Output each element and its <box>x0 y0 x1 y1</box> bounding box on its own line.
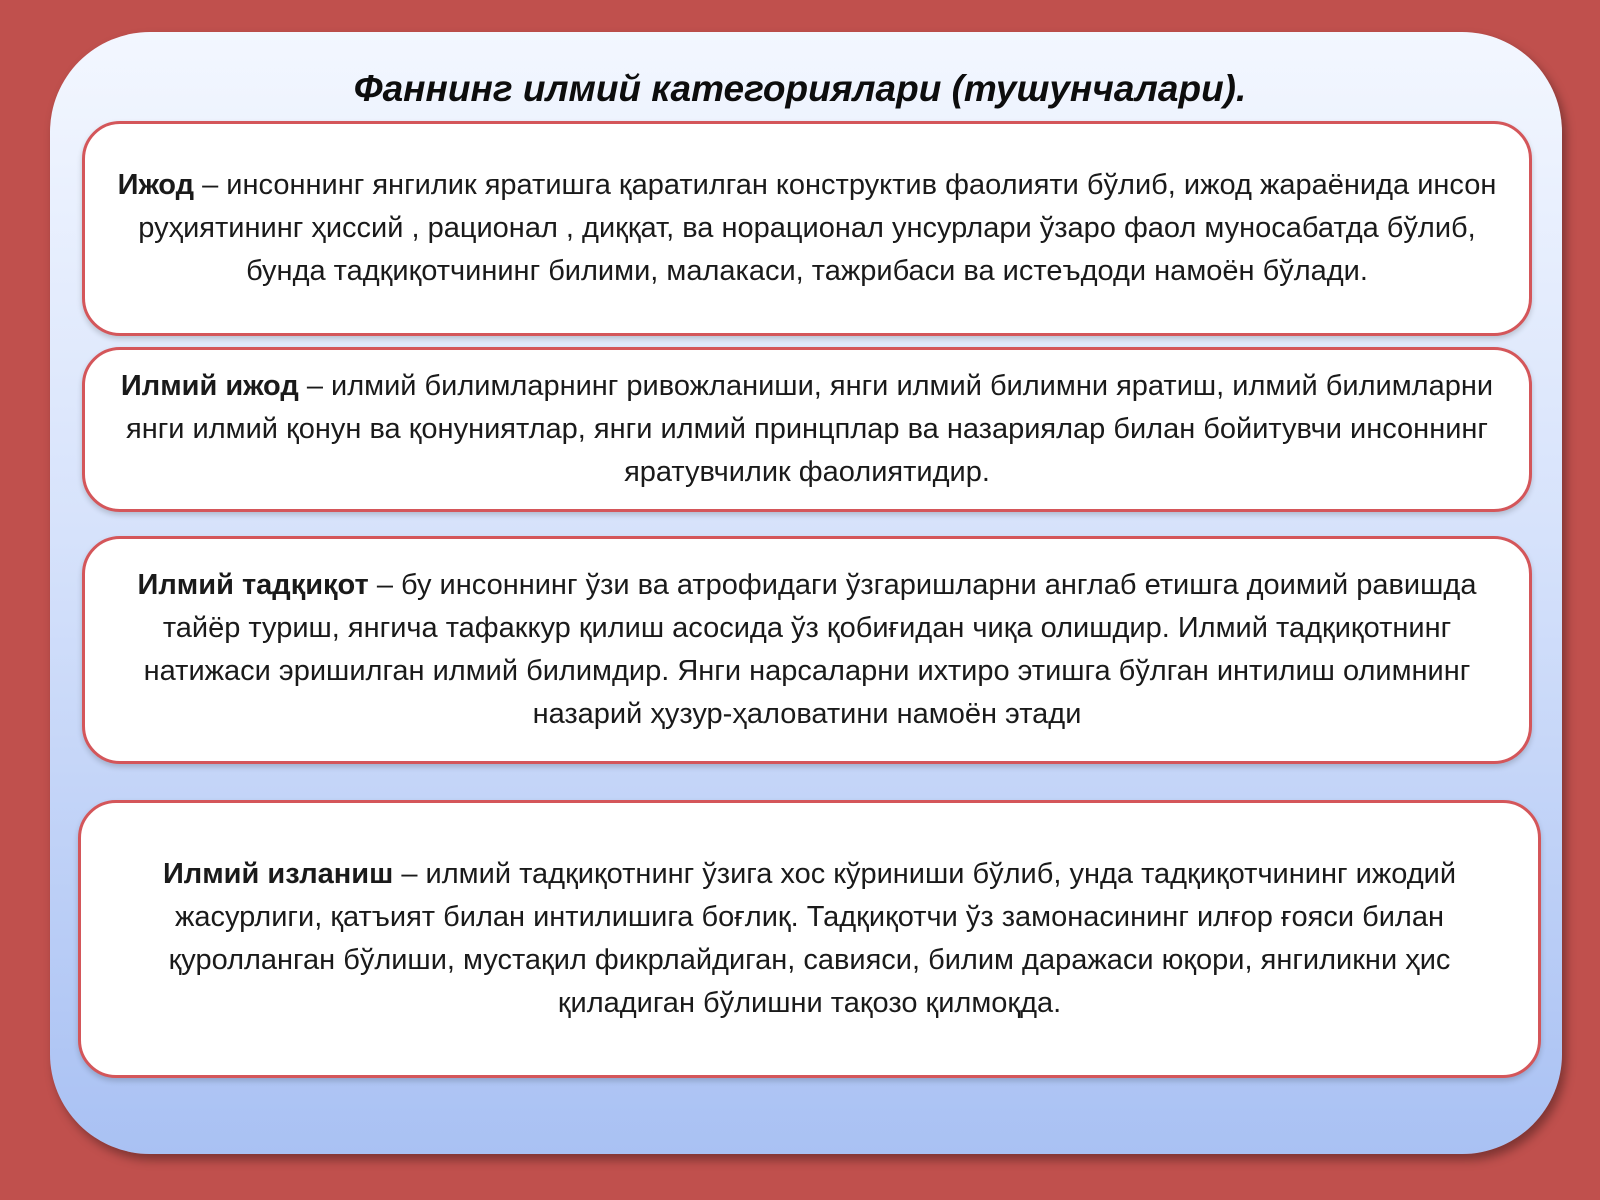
definition-card-ilmiy-izlanish <box>78 800 1541 1078</box>
definition-term: Ижод <box>117 169 195 201</box>
definition-body: – илмий тадқиқотнинг ўзига хос кўриниши бўлиб, унда тадқиқотчининг ижодий жасурлиги, қатъият билан интилишига боғлиқ. Тадқиқотчи ўз замонасининг илғор ғояси билан қуролланган бўлиши, мустақил фикрлайдиган, савияси, билим даражаси юқори, янгиликни ҳис қиладиган бўлишни тақозо қилмоқда. <box>168 858 1457 1019</box>
definition-card-ijod <box>82 121 1532 336</box>
slide-title: Фаннинг илмий категориялари (тушунчалари). <box>353 68 1247 109</box>
definition-card-ilmiy-ijod <box>82 347 1532 512</box>
definition-term: Илмий ижод <box>120 370 299 402</box>
definition-card-ilmiy-tadqiqot <box>82 536 1532 764</box>
definition-body: – инсоннинг янгилик яратишга қаратилган конструктив фаолияти бўлиб, ижод жараёнида инсон руҳиятининг ҳиссий , рационал , диққат, ва норационал унсурлари ўзаро фаол муносабатда бўлиб, бунда тадқиқотчининг билими, малакаси, тажрибаси ва истеъдоди намоён бўлади. <box>138 169 1497 287</box>
definition-term: Илмий тадқиқот <box>137 569 369 601</box>
definition-text <box>111 164 1503 293</box>
definition-term: Илмий изланиш <box>162 858 394 890</box>
definition-body: – бу инсоннинг ўзи ва атрофидаги ўзгаришларни англаб етишга доимий равишда тайёр туриш, янгича тафаккур қилиш асосида ўз қобиғидан чиқа олишдир. Илмий тадқиқотнинг натижаси эришилган илмий билимдир. Янги нарсаларни ихтиро этишга бўлган интилиш олимнинг назарий ҳузур-ҳаловатини намоён этади <box>143 569 1477 730</box>
definition-text <box>111 365 1503 494</box>
definition-body: – илмий билимларнинг ривожланиши, янги илмий билимни яратиш, илмий билимларни янги илмий қонун ва қонуниятлар, янги илмий принцплар ва назариялар билан бойитувчи инсоннинг яратувчилик фаолиятидир. <box>126 370 1494 488</box>
definition-text <box>111 564 1503 736</box>
definition-text <box>107 853 1512 1025</box>
